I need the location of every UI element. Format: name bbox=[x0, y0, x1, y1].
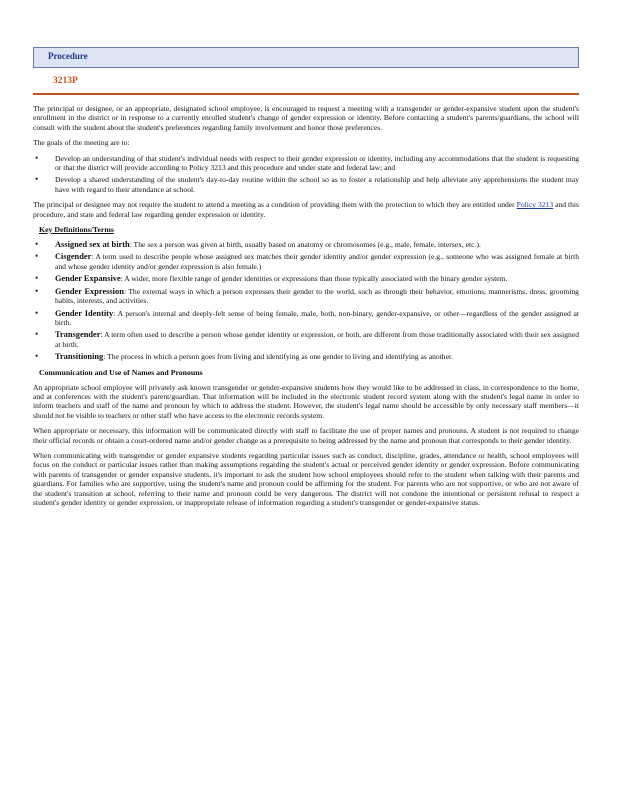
definition-text: : A term often used to describe a person whose gender identity or expression, or both, are different from those traditionally associated with their sex assigned at birth. bbox=[55, 330, 579, 349]
definition-text: : The sex a person was given at birth, usually based on anatomy or chromosomes (e.g., male, female, intersex, etc.). bbox=[129, 240, 481, 250]
communication-paragraph-1: An appropriate school employee will privately ask known transgender or gender-expansive students how they would like to be addressed in class, in correspondence to the home, and at conferences with the student's parent/guardian. That information will be included in the electronic student record system along with the student's legal name in order to inform teachers and staff of the name and pronoun by which to address the student. However, the student's legal name should be accessible by only necessary staff members—it should not be visible to teachers or other staff who have access to the electronic records system. bbox=[33, 382, 579, 420]
definition-text: : The external ways in which a person expresses their gender to the world, such as through their behavior, emotions, mannerisms, dress, grooming habits, interests, and activities. bbox=[55, 286, 579, 306]
definition-term: Gender Expansive bbox=[55, 274, 121, 284]
list-item bbox=[33, 240, 579, 249]
goal-text: Develop an understanding of that student's individual needs with respect to their gender expression or identity, including any accommodations that the student is requesting or that the district will provide according to Policy 3213 and this procedure and under state and federal law; and bbox=[55, 153, 579, 173]
procedure-label: Procedure bbox=[48, 51, 88, 61]
bullet-icon: • bbox=[35, 329, 39, 340]
definitions-heading: Key Definitions/Terms bbox=[39, 225, 114, 235]
communication-heading: Communication and Use of Names and Pronouns bbox=[39, 367, 203, 377]
document-body bbox=[33, 104, 579, 513]
bullet-icon: • bbox=[35, 239, 39, 250]
policy-3213-link[interactable]: Policy 3213 bbox=[516, 200, 554, 210]
list-item bbox=[33, 309, 579, 328]
definitions-list bbox=[33, 240, 579, 361]
bullet-icon: • bbox=[35, 174, 39, 185]
bullet-icon: • bbox=[35, 307, 39, 318]
communication-paragraph-3: When communicating with transgender or gender expansive students regarding particular issues such as conduct, discipline, grades, attendance or health, school employees will focus on the conduct or particular issues rather than making assumptions regarding the student's actual or perceived gender identity or gender expression. Before communicating with parents of transgender or gender expansive students, it's important to ask the student how school employees should refer to the student when talking with their parents and guardians. For families who are supportive, using the student's name and pronoun could be affirming for the student. For parents who are not supportive, or who are not aware of the student's transition at school, referring to their name and pronoun could be very dangerous. The district will not condone the intentional or persistent refusal to respect a student's gender identity or gender expression, or inappropriate release of information regarding a student's transgender or gender-expansive status. bbox=[33, 450, 579, 507]
list-item bbox=[33, 352, 579, 361]
definition-term: Transgender bbox=[55, 330, 101, 340]
attendance-text-after: and this procedure, and state and federal law regarding gender expression or identity. bbox=[33, 200, 580, 219]
bullet-icon: • bbox=[35, 251, 39, 262]
attendance-paragraph bbox=[33, 200, 579, 219]
communication-paragraph-2: When appropriate or necessary, this information will be communicated directly with staff to facilitate the use of proper names and pronouns. A student is not required to change their official records or obtain a court-ordered name and/or gender change as a prerequisite to being addressed by the name and pronoun that corresponds to their gender identity. bbox=[33, 426, 579, 445]
definition-text: : A term used to describe people whose assigned sex matches their gender identity and/or gender expression (e.g., someone who was assigned female at birth and whose gender identity and/or gender expression is also female.) bbox=[55, 252, 579, 271]
bullet-icon: • bbox=[35, 152, 39, 163]
definition-term: Gender Identity bbox=[55, 308, 114, 318]
definition-text: : A person's internal and deeply-felt sense of being female, male, both, non-binary, gender-expansive, or other—regardless of the gender assigned at birth. bbox=[55, 308, 579, 327]
goals-intro: The goals of the meeting are to: bbox=[33, 138, 130, 148]
list-item bbox=[33, 175, 579, 194]
definition-text: : A wider, more flexible range of gender identities or expressions than those typically associated with the binary gender system. bbox=[120, 274, 508, 284]
bullet-icon: • bbox=[35, 351, 39, 362]
intro-paragraph: The principal or designee, or an appropriate, designated school employee, is encouraged to request a meeting with a transgender or gender-expansive student upon the student's enrollment in the district or in response to a currently enrolled student's change of gender expression or identity. Before contacting a student's parents/guardians, the school will consult with the student about the student's preferences regarding family involvement and honor those preferences. bbox=[33, 104, 579, 132]
list-item bbox=[33, 252, 579, 271]
list-item bbox=[33, 274, 579, 283]
list-item bbox=[33, 287, 579, 306]
policy-number: 3213P bbox=[53, 76, 78, 86]
procedure-header-box bbox=[33, 47, 579, 68]
definition-term: Gender Expression bbox=[55, 286, 124, 296]
goal-text: Develop a shared understanding of the student's day-to-day routine within the school so as to foster a relationship and help alleviate any apprehensions the student may have with regard to their attendance at school. bbox=[55, 175, 579, 194]
list-item bbox=[33, 330, 579, 349]
header-divider bbox=[33, 93, 579, 95]
bullet-icon: • bbox=[35, 273, 39, 284]
definition-term: Assigned sex at birth bbox=[55, 240, 130, 250]
attendance-text-before: The principal or designee may not require the student to attend a meeting as a condition of providing them with the protection to which they are entitled under bbox=[33, 200, 517, 210]
goals-list bbox=[33, 154, 579, 195]
definition-term: Transitioning bbox=[55, 352, 104, 362]
definition-text: : The process in which a person goes from living and identifying as one gender to living and identifying as another. bbox=[103, 352, 453, 362]
definition-term: Cisgender bbox=[55, 252, 92, 262]
list-item bbox=[33, 154, 579, 173]
bullet-icon: • bbox=[35, 285, 39, 296]
